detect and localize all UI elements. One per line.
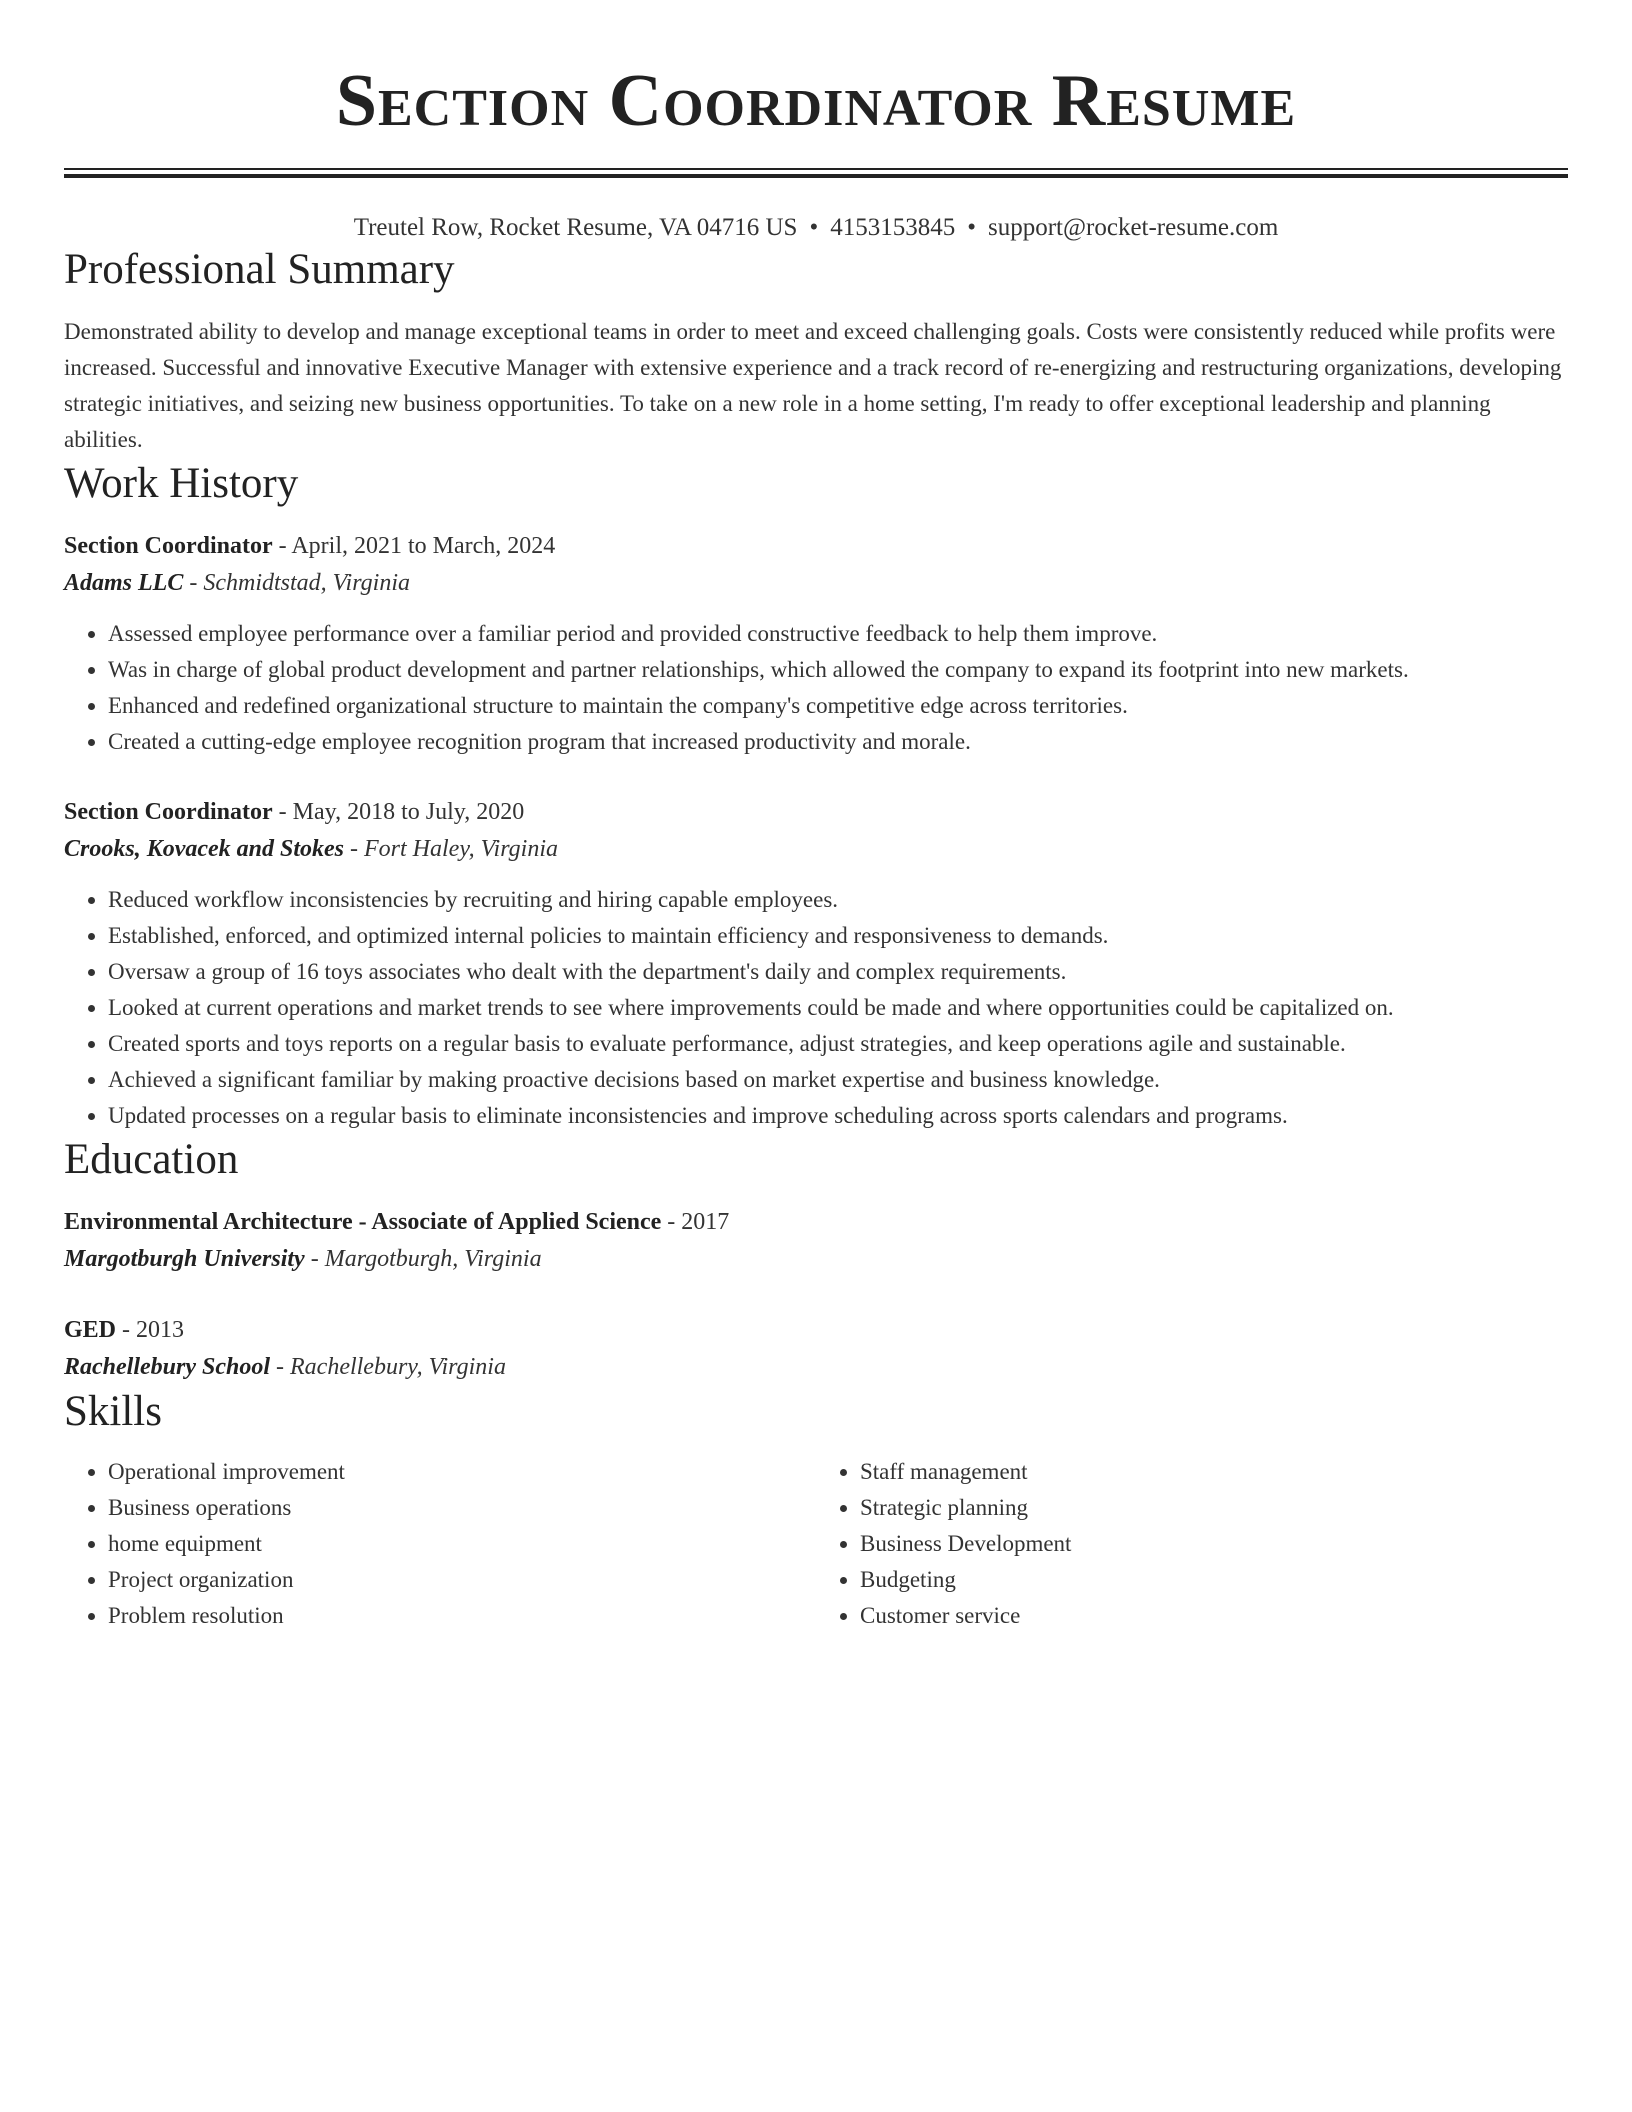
contact-line (64, 212, 1568, 244)
degree-line (64, 1312, 1568, 1348)
list-item: • Was in charge of global product development and partner relationships, which allowed the company to expand its footprint into new markets. (108, 652, 1568, 688)
skill-item: • Strategic planning (860, 1490, 1568, 1526)
list-item: • Created sports and toys reports on a regular basis to evaluate performance, adjust strategies, and keep operations agile and sustainable. (108, 1026, 1568, 1062)
job-company-line (64, 564, 1568, 602)
job-company: Adams LLC (64, 570, 184, 596)
degree-year: - 2017 (661, 1209, 730, 1235)
list-item: • Achieved a significant familiar by making proactive decisions based on market expertise and business knowledge. (108, 1062, 1568, 1098)
summary-heading: Professional Summary (64, 246, 455, 293)
work-history-heading: Work History (64, 460, 299, 507)
job-duties-list (64, 616, 1568, 760)
skills-list-right (816, 1454, 1568, 1634)
job-company: Crooks, Kovacek and Stokes (64, 836, 345, 862)
skills-list-left (64, 1454, 816, 1634)
title-divider (64, 168, 1568, 178)
skill-item: • Project organization (108, 1562, 816, 1598)
job-title-line (64, 794, 1568, 830)
job-title: Section Coordinator (64, 799, 273, 825)
job-entry (64, 794, 1568, 1134)
skill-item: • Problem resolution (108, 1598, 816, 1634)
degree-year: - 2013 (116, 1317, 185, 1343)
page-title: Section Coordinator Resume (335, 60, 1297, 142)
skills-grid (64, 1454, 1568, 1634)
school-name: Margotburgh University (64, 1246, 305, 1272)
contact-separator: • (967, 214, 976, 241)
skill-item: • Customer service (860, 1598, 1568, 1634)
list-item: • Established, enforced, and optimized internal policies to maintain efficiency and responsiveness to demands. (108, 918, 1568, 954)
list-item: • Looked at current operations and market trends to see where improvements could be made and where opportunities could be capitalized on. (108, 990, 1568, 1026)
education-entry (64, 1204, 1568, 1278)
list-item: • Assessed employee performance over a familiar period and provided constructive feedback to help them improve. (108, 616, 1568, 652)
job-company-line (64, 830, 1568, 868)
skill-item: • Budgeting (860, 1562, 1568, 1598)
contact-email: support@rocket-resume.com (988, 214, 1279, 241)
school-line (64, 1348, 1568, 1386)
contact-address: Treutel Row, Rocket Resume, VA 04716 US (353, 214, 798, 241)
list-item: • Enhanced and redefined organizational structure to maintain the company's competitive edge across territories. (108, 688, 1568, 724)
school-location: - Margotburgh, Virginia (304, 1246, 542, 1272)
job-location: - Schmidtstad, Virginia (183, 570, 410, 596)
list-item: • Created a cutting-edge employee recognition program that increased productivity and morale. (108, 724, 1568, 760)
list-item: • Updated processes on a regular basis to eliminate inconsistencies and improve scheduling across sports calendars and programs. (108, 1098, 1568, 1134)
contact-separator: • (809, 214, 819, 241)
skill-item: • Business operations (108, 1490, 816, 1526)
skill-item: • home equipment (108, 1526, 816, 1562)
skills-heading: Skills (64, 1388, 162, 1435)
job-entry (64, 528, 1568, 760)
degree-line (64, 1204, 1568, 1240)
degree-name: Environmental Architecture - Associate of Applied Science (64, 1209, 662, 1235)
list-item: • Reduced workflow inconsistencies by recruiting and hiring capable employees. (108, 882, 1568, 918)
school-name: Rachellebury School (64, 1354, 271, 1380)
job-duties-list (64, 882, 1568, 1134)
job-location: - Fort Haley, Virginia (344, 836, 558, 862)
skill-item: • Operational improvement (108, 1454, 816, 1490)
education-entry (64, 1312, 1568, 1386)
job-dates: - April, 2021 to March, 2024 (272, 533, 556, 559)
list-item: • Oversaw a group of 16 toys associates who dealt with the department's daily and complex requirements. (108, 954, 1568, 990)
school-location: - Rachellebury, Virginia (270, 1354, 506, 1380)
skill-item: • Staff management (860, 1454, 1568, 1490)
job-dates: - May, 2018 to July, 2020 (272, 799, 525, 825)
school-line (64, 1240, 1568, 1278)
summary-text: Demonstrated ability to develop and manage exceptional teams in order to meet and exceed challenging goals. Costs were consistently reduced while profits were increased. Successful and innovative Executive Manager with extensive experience and a track record of re-energizing and restructuring organizations, developing strategic initiatives, and seizing new business opportunities. To take on a new role in a home setting, I'm ready to offer exceptional leadership and planning abilities. (64, 319, 1562, 452)
contact-phone: 4153153845 (830, 214, 956, 241)
job-title: Section Coordinator (64, 533, 273, 559)
education-heading: Education (64, 1136, 239, 1183)
skill-item: • Business Development (860, 1526, 1568, 1562)
degree-name: GED (64, 1317, 117, 1343)
job-title-line (64, 528, 1568, 564)
